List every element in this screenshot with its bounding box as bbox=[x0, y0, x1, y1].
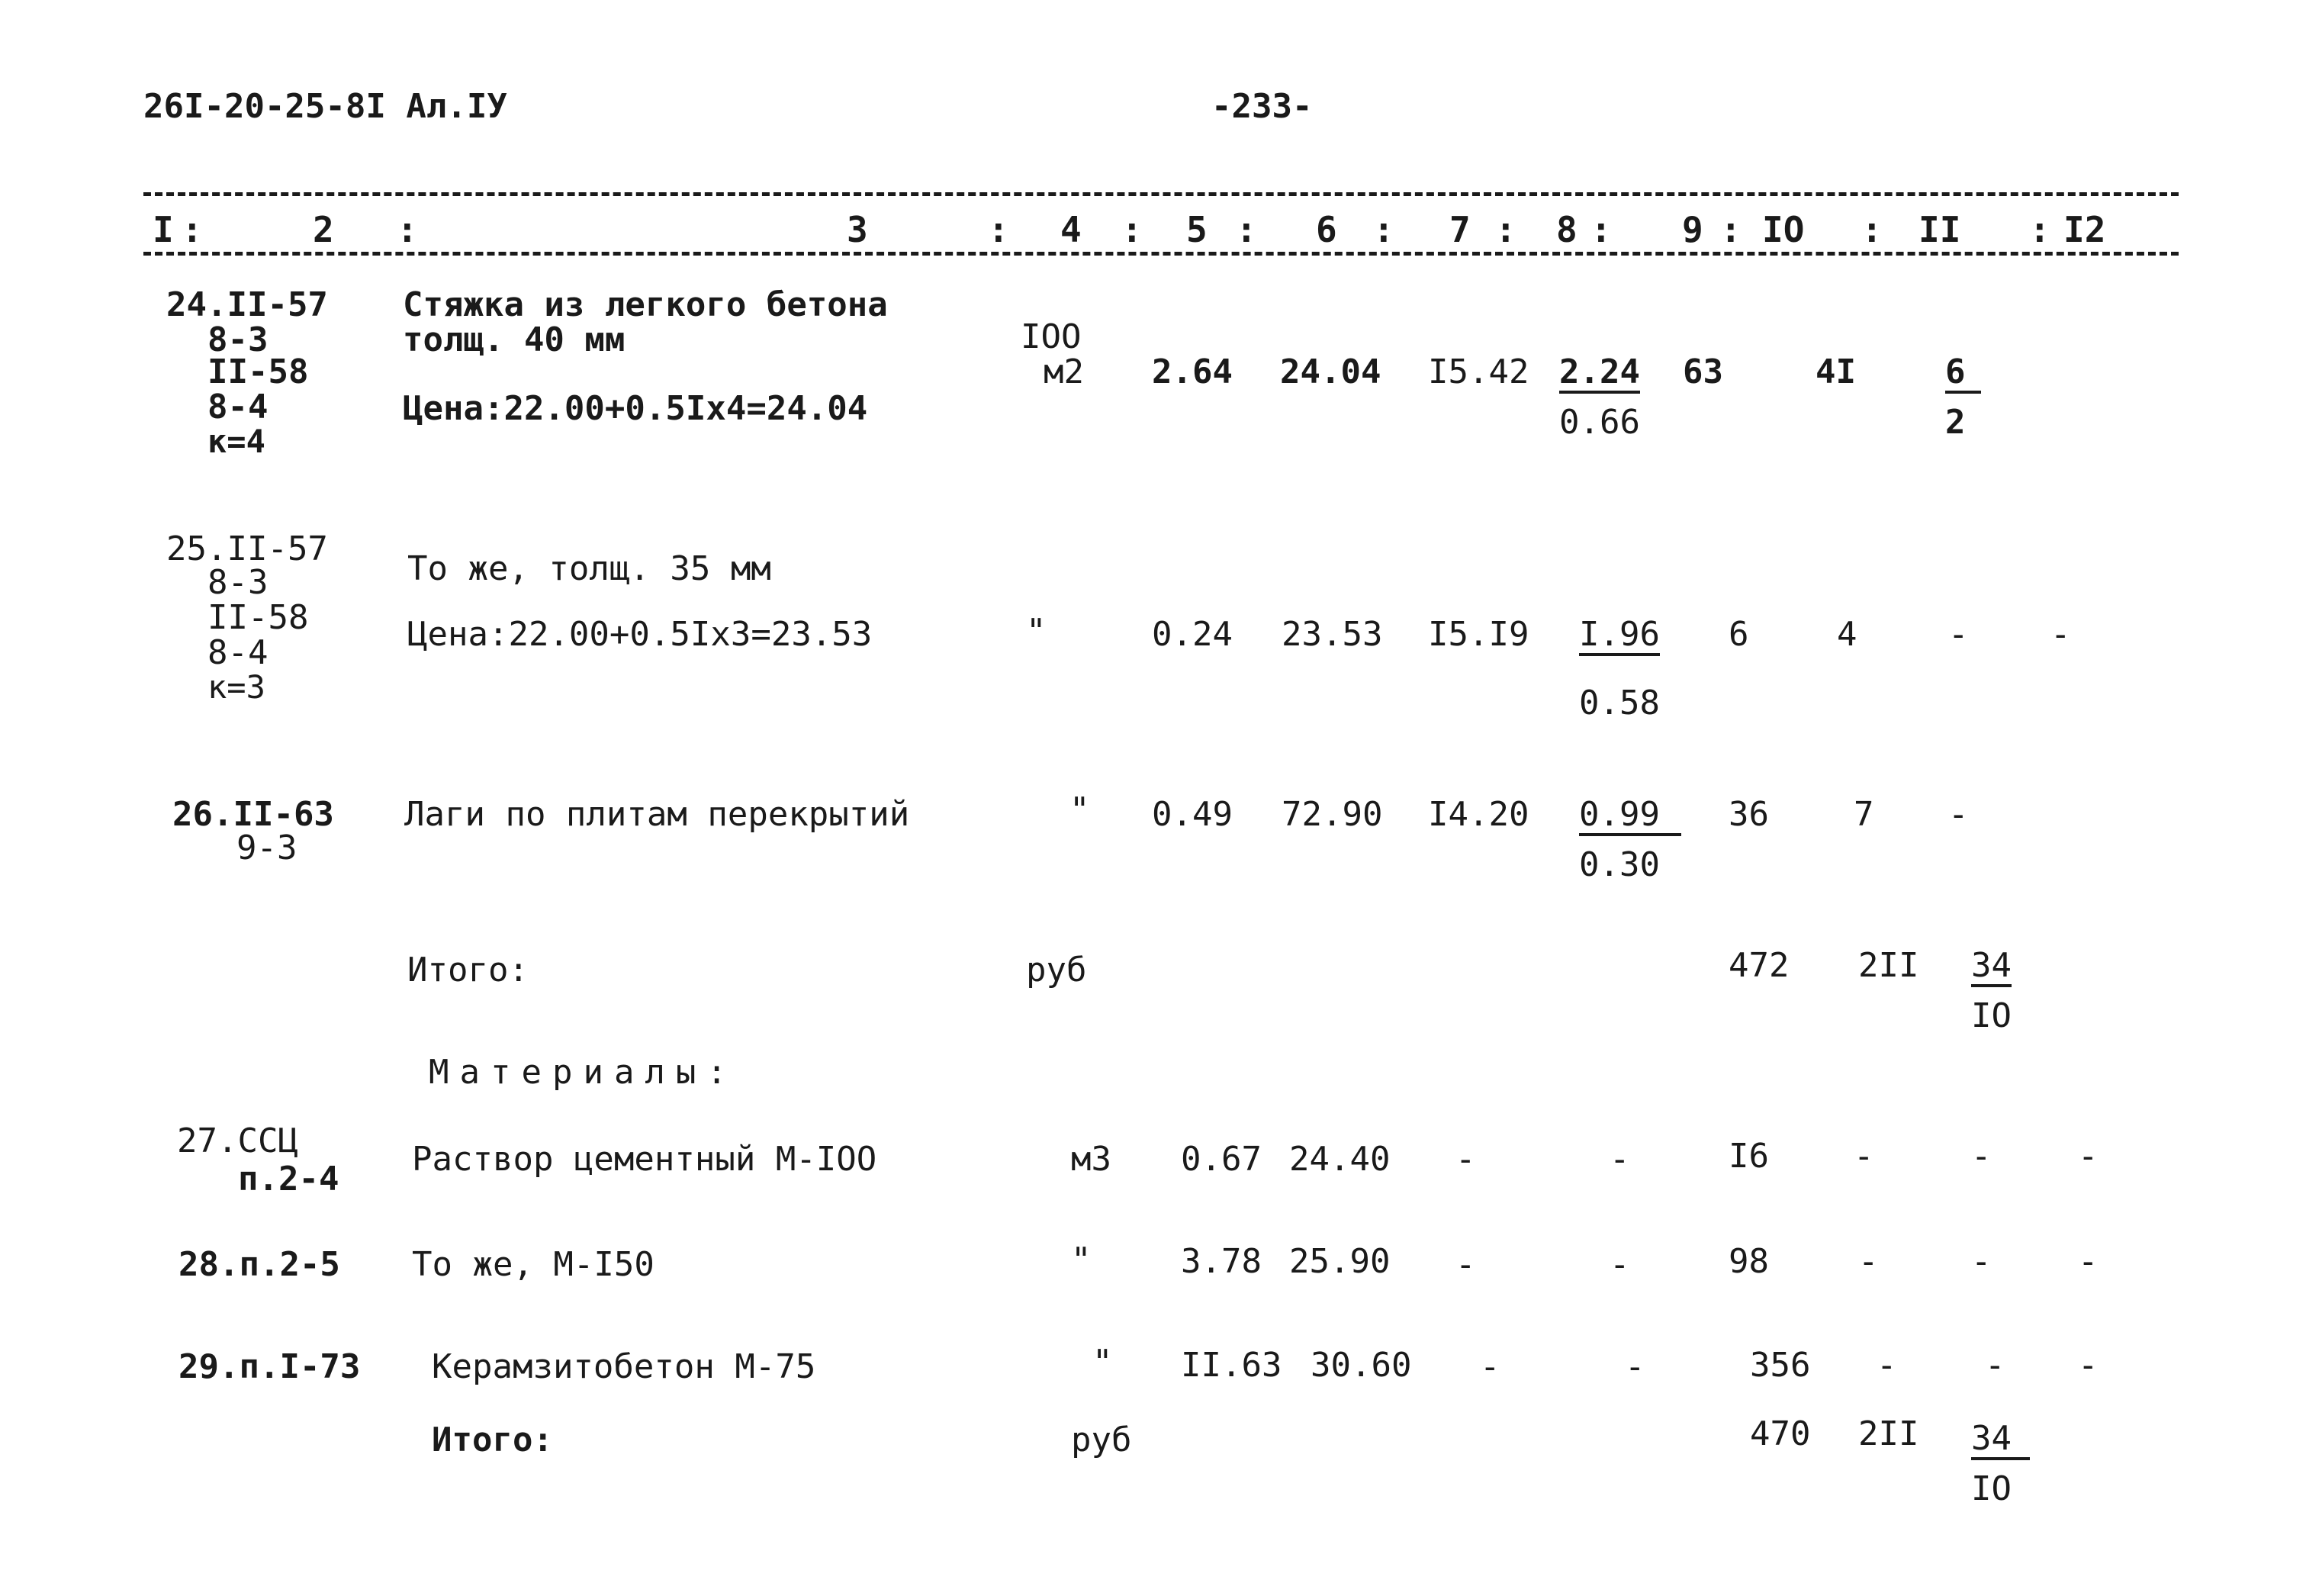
row-24-col5: 2.64 bbox=[1152, 352, 1233, 391]
row-25-col7: I5.I9 bbox=[1428, 615, 1529, 654]
row-25-code: к=3 bbox=[207, 668, 265, 706]
row-25-col10: 4 bbox=[1837, 615, 1857, 654]
row-24-code: к=4 bbox=[207, 423, 265, 460]
row-26-col5: 0.49 bbox=[1152, 795, 1233, 834]
row-25-col8-top: I.96 bbox=[1579, 618, 1660, 656]
material-28-col9: 98 bbox=[1729, 1242, 1769, 1281]
col-separator: : bbox=[1720, 209, 1742, 250]
col-separator: : bbox=[1495, 209, 1516, 250]
row-24-description: Стяжка из легкого бетона bbox=[403, 285, 888, 324]
table-top-rule bbox=[143, 192, 2179, 196]
material-28-col11: - bbox=[1971, 1242, 1992, 1281]
material-29-col6: 30.60 bbox=[1311, 1346, 1412, 1385]
document-code: 26I-20-25-8I Ал.IУ bbox=[143, 87, 507, 126]
col-header-11: II bbox=[1918, 209, 1961, 250]
row-24-col9: 63 bbox=[1683, 352, 1723, 391]
row-26-col11: - bbox=[1948, 795, 1969, 834]
row-24-col11-top: 6 bbox=[1945, 356, 1981, 394]
row-25-price: Цена:22.00+0.5Ix3=23.53 bbox=[407, 615, 873, 654]
material-27-col5: 0.67 bbox=[1181, 1140, 1262, 1179]
material-29-unit: " bbox=[1092, 1343, 1113, 1382]
row-26-col6: 72.90 bbox=[1282, 795, 1383, 834]
material-29-col12: - bbox=[2078, 1346, 2099, 1385]
col-header-9: 9 bbox=[1682, 209, 1703, 250]
col-separator: : bbox=[988, 209, 1009, 250]
col-header-10: IO bbox=[1762, 209, 1805, 250]
materials-heading: Материалы: bbox=[429, 1053, 738, 1092]
material-27-code: 27.ССЦ bbox=[177, 1121, 298, 1160]
material-29-col11: - bbox=[1985, 1346, 2005, 1385]
material-28-col10: - bbox=[1858, 1242, 1879, 1281]
row-26-col10: 7 bbox=[1854, 795, 1874, 834]
row-24-code: II-58 bbox=[207, 352, 309, 391]
subtotal-2-col10: 2II bbox=[1858, 1414, 1919, 1453]
row-26-col8-bottom: 0.30 bbox=[1579, 845, 1660, 884]
col-header-3: 3 bbox=[847, 209, 868, 250]
col-separator: : bbox=[1861, 209, 1883, 250]
row-26-code: 26.II-63 bbox=[172, 795, 334, 834]
row-24-col8-bottom: 0.66 bbox=[1559, 403, 1640, 442]
subtotal-1-col9: 472 bbox=[1729, 946, 1790, 985]
material-27-code: п.2-4 bbox=[238, 1160, 339, 1199]
col-separator: : bbox=[397, 209, 418, 250]
material-27-unit: м3 bbox=[1071, 1140, 1111, 1179]
subtotal-2-col11-bottom: IO bbox=[1971, 1469, 2012, 1508]
row-24-code: 8-4 bbox=[207, 388, 269, 426]
material-29-col5: II.63 bbox=[1181, 1346, 1282, 1385]
row-24-price: Цена:22.00+0.5Ix4=24.04 bbox=[403, 389, 868, 428]
row-25-code: 25.II-57 bbox=[166, 529, 328, 568]
material-27-col12: - bbox=[2078, 1137, 2099, 1176]
row-25-col9: 6 bbox=[1729, 615, 1749, 654]
material-28-code: 28.п.2-5 bbox=[178, 1245, 340, 1284]
page-number: -233- bbox=[1211, 87, 1313, 126]
material-29-description: Керамзитобетон М-75 bbox=[432, 1347, 816, 1386]
col-header-8: 8 bbox=[1556, 209, 1578, 250]
col-header-7: 7 bbox=[1449, 209, 1471, 250]
row-26-col9: 36 bbox=[1729, 795, 1769, 834]
material-27-col10: - bbox=[1854, 1137, 1874, 1176]
row-24-code: 8-3 bbox=[207, 320, 269, 359]
subtotal-1-col11-bottom: IO bbox=[1971, 996, 2012, 1035]
col-separator: : bbox=[1121, 209, 1143, 250]
row-26-col8-top: 0.99 bbox=[1579, 798, 1681, 836]
row-25-code: II-58 bbox=[207, 598, 309, 637]
row-24-col6: 24.04 bbox=[1280, 352, 1381, 391]
row-26-code: 9-3 bbox=[236, 829, 297, 867]
row-25-col8-bottom: 0.58 bbox=[1579, 684, 1660, 722]
subtotal-1-unit: руб bbox=[1026, 951, 1087, 989]
row-25-col12: - bbox=[2050, 615, 2071, 654]
col-separator: : bbox=[1373, 209, 1394, 250]
table-header-rule bbox=[143, 252, 2179, 256]
row-25-unit: " bbox=[1026, 612, 1047, 651]
row-24-col7: I5.42 bbox=[1428, 352, 1529, 391]
subtotal-2-unit: руб bbox=[1071, 1421, 1132, 1459]
material-27-col9: I6 bbox=[1729, 1137, 1769, 1176]
material-29-code: 29.п.I-73 bbox=[178, 1347, 361, 1386]
row-24-unit: IOO bbox=[1021, 317, 1082, 356]
row-25-col6: 23.53 bbox=[1282, 615, 1383, 654]
col-separator: : bbox=[2029, 209, 2050, 250]
row-24-col8-top: 2.24 bbox=[1559, 356, 1640, 394]
row-26-col7: I4.20 bbox=[1428, 795, 1529, 834]
row-25-col5: 0.24 bbox=[1152, 615, 1233, 654]
row-24-col11-bottom: 2 bbox=[1945, 403, 1966, 442]
row-25-col11: - bbox=[1948, 615, 1969, 654]
material-27-col8: - bbox=[1610, 1140, 1630, 1179]
material-29-col7: - bbox=[1480, 1347, 1500, 1386]
material-28-col6: 25.90 bbox=[1289, 1242, 1391, 1281]
col-separator: : bbox=[1590, 209, 1612, 250]
material-28-unit: " bbox=[1071, 1240, 1092, 1279]
col-header-12: I2 bbox=[2063, 209, 2106, 250]
material-27-col11: - bbox=[1971, 1137, 1992, 1176]
material-27-col6: 24.40 bbox=[1289, 1140, 1391, 1179]
subtotal-1-label: Итого: bbox=[407, 951, 529, 989]
col-separator: : bbox=[1236, 209, 1257, 250]
row-24-description: толщ. 40 мм bbox=[403, 320, 626, 359]
subtotal-2-col11-top: 34 bbox=[1971, 1422, 2030, 1460]
subtotal-1-col11-top: 34 bbox=[1971, 949, 2012, 987]
col-header-5: 5 bbox=[1186, 209, 1208, 250]
row-25-code: 8-4 bbox=[207, 633, 269, 672]
row-25-description: То же, толщ. 35 мм bbox=[407, 549, 771, 588]
col-header-1: I bbox=[153, 209, 174, 250]
subtotal-2-col9: 470 bbox=[1750, 1414, 1811, 1453]
material-29-col8: - bbox=[1625, 1347, 1645, 1386]
material-28-col12: - bbox=[2078, 1242, 2099, 1281]
col-header-2: 2 bbox=[313, 209, 334, 250]
material-28-description: То же, М-I50 bbox=[412, 1245, 654, 1284]
row-24-unit: м2 bbox=[1044, 352, 1084, 391]
material-28-col8: - bbox=[1610, 1245, 1630, 1284]
material-29-col9: 356 bbox=[1750, 1346, 1811, 1385]
row-26-description: Лаги по плитам перекрытий bbox=[404, 795, 910, 834]
col-header-6: 6 bbox=[1316, 209, 1337, 250]
material-27-description: Раствор цементный М-IOO bbox=[412, 1140, 877, 1179]
row-24-col10: 4I bbox=[1816, 352, 1856, 391]
subtotal-1-col10: 2II bbox=[1858, 946, 1919, 985]
col-header-4: 4 bbox=[1060, 209, 1082, 250]
material-28-col5: 3.78 bbox=[1181, 1242, 1262, 1281]
subtotal-2-label: Итого: bbox=[432, 1421, 553, 1459]
col-separator: : bbox=[182, 209, 203, 250]
row-25-code: 8-3 bbox=[207, 563, 269, 602]
row-26-unit: " bbox=[1069, 790, 1090, 829]
row-24-code: 24.II-57 bbox=[166, 285, 328, 324]
material-28-col7: - bbox=[1455, 1245, 1476, 1284]
material-27-col7: - bbox=[1455, 1140, 1476, 1179]
material-29-col10: - bbox=[1877, 1346, 1897, 1385]
